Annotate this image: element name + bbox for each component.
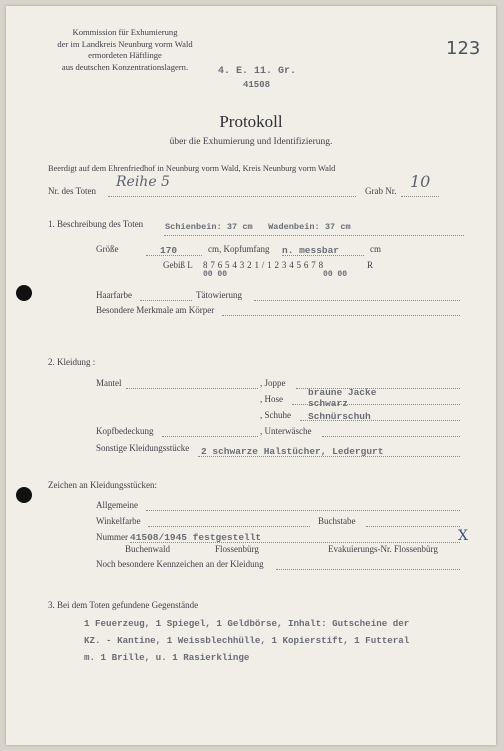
head-size-line	[282, 255, 364, 256]
jacket-value: braune Jacke	[308, 387, 377, 398]
body-marks-label: Besondere Merkmale am Körper	[96, 305, 215, 315]
dead-number-line	[108, 196, 356, 197]
teeth-label: Gebiß L	[163, 260, 193, 270]
description-line	[164, 235, 464, 236]
reference-code: 4. E. 11. Gr.	[218, 66, 297, 77]
head-size-value: n. messbar	[282, 245, 340, 256]
trousers-line	[292, 404, 460, 405]
body-marks-line	[222, 315, 460, 316]
found-items-line: m. 1 Brille, u. 1 Rasierklinge	[84, 652, 250, 663]
trousers-value: schwarz	[308, 398, 348, 409]
dead-number-label: Nr. des Toten	[48, 186, 96, 196]
found-items-line: KZ. - Kantine, 1 Weissblechhülle, 1 Kopierstift, 1 Futteral	[84, 635, 410, 646]
triangle-color-label: Winkelfarbe	[96, 516, 141, 526]
x-mark: X	[458, 528, 468, 544]
protocol-page	[6, 6, 496, 745]
shoes-label: , Schuhe	[260, 410, 291, 420]
general-label: Allgemeine	[96, 500, 138, 510]
hair-color-line	[140, 300, 192, 301]
coat-line	[126, 388, 258, 389]
headwear-line	[162, 436, 258, 437]
special-marks-line	[276, 569, 460, 570]
org-line: der im Landkreis Neunburg vorm Wald	[57, 38, 193, 49]
buchenwald-label: Buchenwald	[125, 544, 170, 554]
burial-place-line: Beerdigt auf dem Ehrenfriedhof in Neunburg vorm Wald, Kreis Neunburg vorm Wald	[48, 164, 336, 173]
found-items-line: 1 Feuerzeug, 1 Spiegel, 1 Geldbörse, Inhalt: Gutscheine der	[84, 618, 410, 629]
page-subtitle: über die Exhumierung und Identifizierung.	[169, 137, 333, 147]
teeth-marks: 00 00 00 00	[203, 270, 348, 279]
evacuation-number-label: Evakuierungs-Nr. Flossenbürg	[328, 544, 438, 554]
section3-heading: 3. Bei dem Toten gefundene Gegenstände	[48, 600, 199, 610]
tattoo-label: Tätowierung	[196, 290, 242, 300]
jacket-line	[296, 388, 460, 389]
number-label: Nummer	[96, 532, 128, 542]
teeth-digits: 8 7 6 5 4 3 2 1 / 1 2 3 4 5 6 7 8	[203, 260, 324, 270]
dead-number-value: Reihe 5	[116, 174, 170, 190]
hair-color-label: Haarfarbe	[96, 290, 132, 300]
tattoo-line	[254, 300, 460, 301]
number-value: 41508/1945 festgestellt	[130, 532, 262, 543]
teeth-right: R	[367, 260, 374, 270]
height-value: 170	[160, 245, 178, 256]
other-clothing-value: 2 schwarze Halstücher, Ledergurt	[201, 446, 384, 457]
coat-label: Mantel	[96, 378, 122, 388]
other-clothing-line	[198, 456, 460, 457]
letter-line	[366, 526, 460, 527]
jacket-label: , Joppe	[260, 378, 286, 388]
letter-label: Buchstabe	[318, 516, 356, 526]
bone-measurements: Schienbein: 37 cm Wadenbein: 37 cm	[165, 222, 351, 232]
height-label: Größe	[96, 244, 119, 254]
clothing-marks-heading: Zeichen an Kleidungsstücken:	[48, 480, 157, 490]
section1-heading: 1. Beschreibung des Toten	[48, 219, 144, 229]
shoes-line	[300, 420, 460, 421]
commission-header	[40, 27, 210, 73]
flossenburg-label: Flossenbürg	[215, 544, 259, 554]
underwear-label: , Unterwäsche	[260, 426, 312, 436]
trousers-label: , Hose	[260, 394, 283, 404]
punch-hole-top	[16, 285, 32, 301]
grave-number-label: Grab Nr.	[365, 186, 397, 196]
other-clothing-label: Sonstige Kleidungsstücke	[96, 443, 190, 453]
special-marks-label: Noch besondere Kennzeichen an der Kleidung	[96, 559, 264, 569]
reference-number: 41508	[243, 80, 271, 90]
section2-heading: 2. Kleidung :	[48, 357, 96, 367]
underwear-line	[322, 436, 460, 437]
triangle-color-line	[148, 526, 310, 527]
shoes-value: Schnürschuh	[308, 411, 371, 422]
page-title: Protokoll	[219, 112, 283, 131]
head-size-unit: cm	[370, 244, 381, 254]
head-size-label: cm, Kopfumfang	[208, 244, 270, 254]
headwear-label: Kopfbedeckung	[96, 426, 154, 436]
org-line: aus deutschen Konzentrationslagern.	[61, 61, 189, 72]
grave-number-value: 10	[410, 172, 431, 191]
number-line	[130, 542, 460, 543]
org-line: ermordeten Häftlinge	[88, 50, 162, 60]
grave-number-line	[401, 196, 439, 197]
page-number: 123	[446, 38, 481, 59]
height-line	[146, 255, 202, 256]
general-line	[146, 510, 460, 511]
org-line: Kommission für Exhumierung	[72, 27, 178, 37]
punch-hole-bottom	[16, 487, 32, 503]
